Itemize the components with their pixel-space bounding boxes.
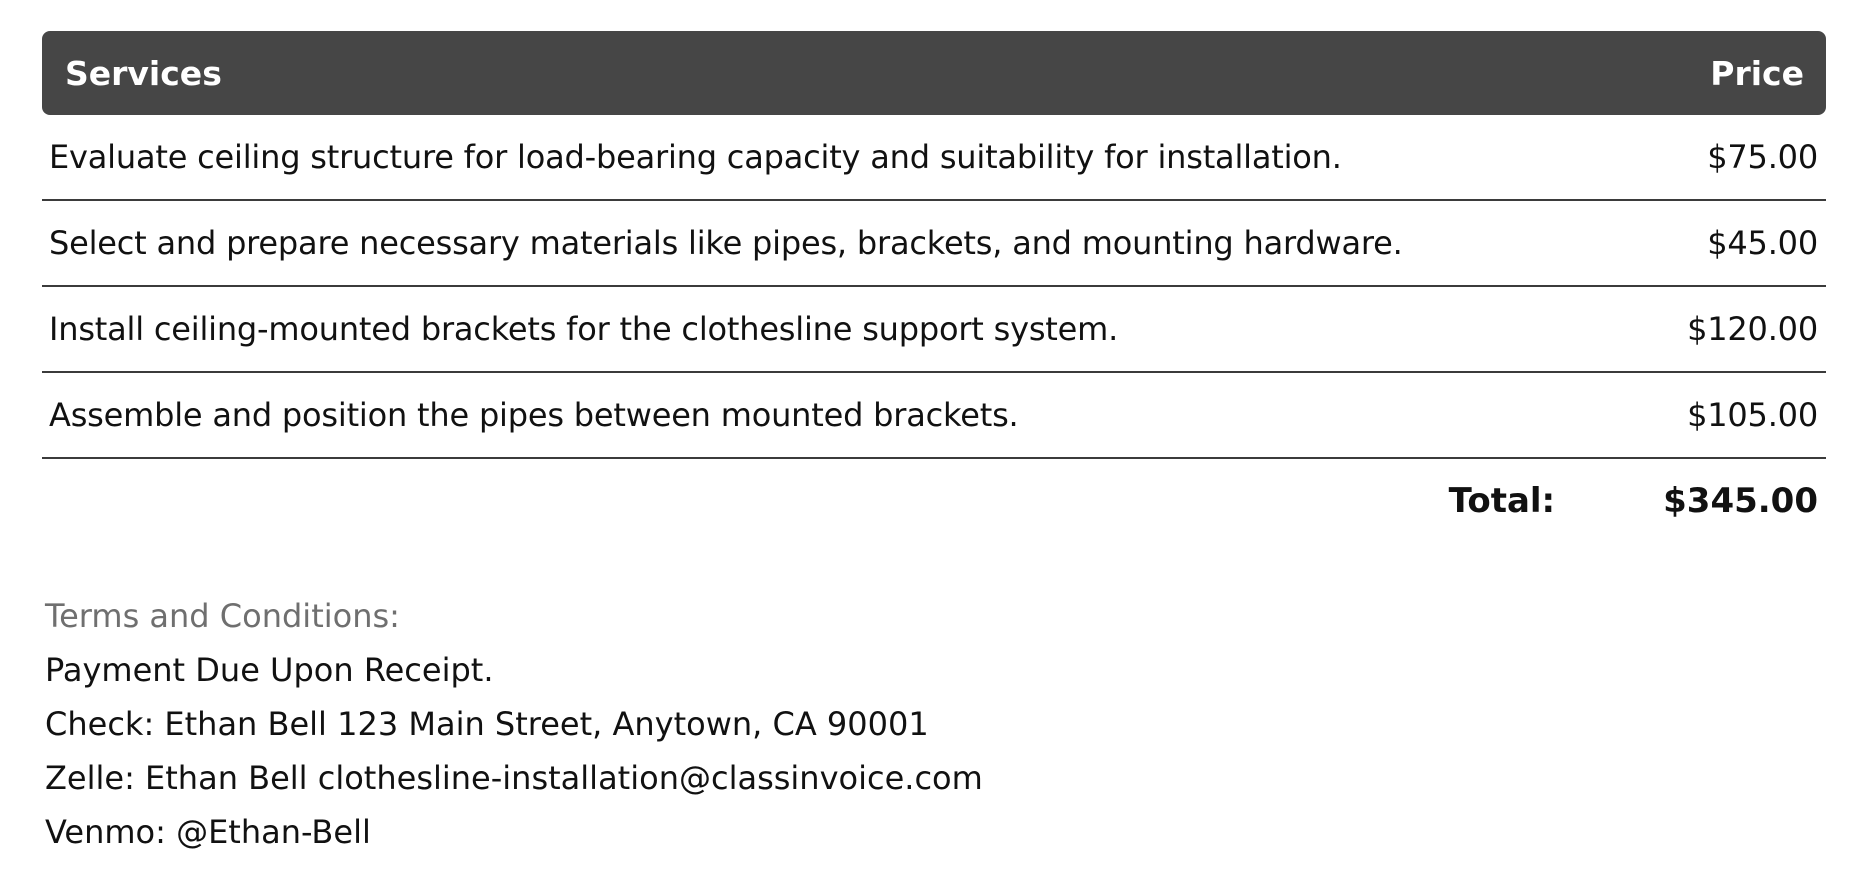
terms-title: Terms and Conditions: [45, 597, 400, 635]
total-label: Total: [1448, 481, 1556, 521]
table-row [42, 201, 1826, 287]
terms-line-venmo: Venmo: @Ethan-Bell [45, 813, 371, 851]
service-description: Evaluate ceiling structure for load-bearing capacity and suitability for installation. [49, 138, 1342, 176]
terms-and-conditions [42, 589, 1826, 859]
services-table-header [42, 31, 1826, 115]
service-description: Assemble and position the pipes between mounted brackets. [49, 396, 1019, 434]
table-row [42, 115, 1826, 201]
table-row [42, 287, 1826, 373]
total-row [42, 459, 1826, 543]
terms-line-check: Check: Ethan Bell 123 Main Street, Anytown, CA 90001 [45, 705, 929, 743]
terms-line-zelle: Zelle: Ethan Bell clothesline-installation@classinvoice.com [45, 759, 983, 797]
services-column-header: Services [65, 53, 222, 93]
terms-line-payment-due: Payment Due Upon Receipt. [45, 651, 494, 689]
total-value: $345.00 [1663, 481, 1818, 521]
service-description: Install ceiling-mounted brackets for the clothesline support system. [49, 310, 1119, 348]
invoice-services-section [42, 31, 1826, 859]
price-column-header: Price [1710, 53, 1804, 93]
services-table-body [42, 115, 1826, 459]
table-row [42, 373, 1826, 459]
service-price: $75.00 [1707, 138, 1818, 176]
service-price: $105.00 [1687, 396, 1818, 434]
service-price: $45.00 [1707, 224, 1818, 262]
service-description: Select and prepare necessary materials like pipes, brackets, and mounting hardware. [49, 224, 1403, 262]
service-price: $120.00 [1687, 310, 1818, 348]
